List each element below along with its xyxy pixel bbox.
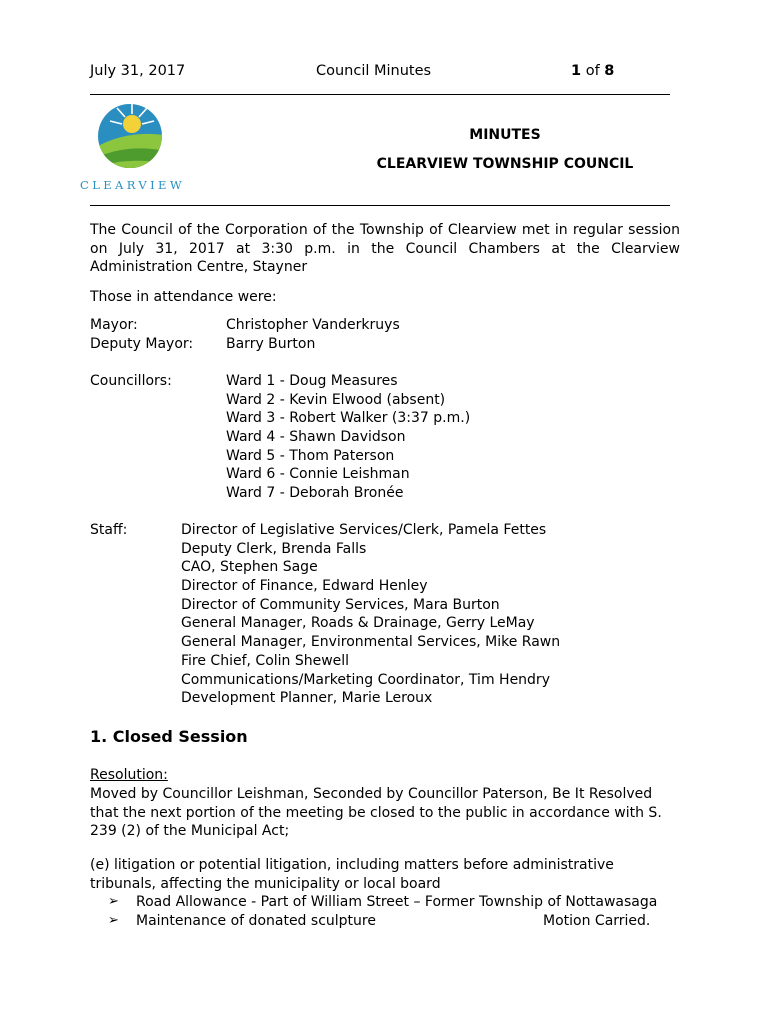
resolution-line: Moved by Councillor Leishman, Seconded by Councillor Paterson, Be It Resolved: [90, 786, 653, 802]
resolution-line: that the next portion of the meeting be closed to the public in accordance with S.: [90, 804, 662, 821]
councillor-item: Ward 1 - Doug Measures: [226, 373, 398, 389]
resolution-text: [90, 785, 662, 841]
councillors-label: Councillors:: [90, 373, 172, 389]
header-page-number: [571, 63, 614, 79]
page-total: 8: [604, 63, 615, 79]
mayor-label: Mayor:: [90, 317, 138, 333]
section-heading: 1. Closed Session: [90, 727, 248, 746]
clause-line: tribunals, affecting the municipality or local board: [90, 875, 441, 892]
councillor-item: Ward 4 - Shawn Davidson: [226, 429, 406, 446]
resolution-label: Resolution:: [90, 767, 168, 783]
intro-paragraph: The Council of the Corporation of the Township of Clearview met in regular session on July 31, 2017 at 3:30 p.m. in the Council Chambers at the Clearview Administration Centre, Stayner: [90, 222, 680, 276]
title-rule: [90, 205, 670, 206]
bullet-item: Road Allowance - Part of William Street – Former Township of Nottawasaga: [136, 894, 658, 910]
logo-wordmark: CLEARVIEW: [80, 178, 186, 192]
header-rule: [90, 94, 670, 95]
attendance-label: Those in attendance were:: [90, 289, 277, 305]
staff-list: [181, 521, 560, 708]
staff-item: Development Planner, Marie Leroux: [181, 690, 433, 707]
staff-label: Staff:: [90, 522, 128, 538]
staff-item: Director of Finance, Edward Henley: [181, 578, 428, 595]
staff-item: General Manager, Roads & Drainage, Gerry LeMay: [181, 615, 535, 632]
page-of: of: [585, 63, 600, 79]
councillor-item: Ward 5 - Thom Paterson: [226, 447, 395, 464]
council-heading: CLEARVIEW TOWNSHIP COUNCIL: [376, 156, 634, 172]
clause-line: (e) litigation or potential litigation, including matters before administrative: [90, 857, 614, 873]
staff-item: General Manager, Environmental Services, Mike Rawn: [181, 634, 561, 651]
staff-item: CAO, Stephen Sage: [181, 559, 318, 576]
motion-status: Motion Carried.: [543, 913, 651, 929]
councillor-item: Ward 6 - Connie Leishman: [226, 466, 410, 483]
header-date: July 31, 2017: [90, 63, 186, 79]
councillor-item: Ward 7 - Deborah Bronée: [226, 485, 404, 502]
staff-item: Director of Community Services, Mara Burton: [181, 596, 500, 613]
councillor-item: Ward 2 - Kevin Elwood (absent): [226, 391, 446, 408]
minutes-heading: MINUTES: [469, 127, 541, 143]
councillors-list: [226, 372, 470, 503]
staff-item: Communications/Marketing Coordinator, Tim Hendry: [181, 671, 550, 688]
deputy-mayor-name: Barry Burton: [226, 336, 316, 352]
staff-item: Director of Legislative Services/Clerk, Pamela Fettes: [181, 522, 547, 538]
arrow-bullet-icon: ➢: [108, 894, 119, 909]
arrow-bullet-icon: ➢: [108, 913, 119, 928]
page-current: 1: [571, 63, 582, 79]
bullet-item: Maintenance of donated sculpture: [136, 913, 376, 929]
resolution-line: 239 (2) of the Municipal Act;: [90, 823, 290, 840]
staff-item: Fire Chief, Colin Shewell: [181, 652, 350, 669]
staff-item: Deputy Clerk, Brenda Falls: [181, 540, 367, 557]
clause-text: [90, 856, 614, 893]
councillor-item: Ward 3 - Robert Walker (3:37 p.m.): [226, 410, 471, 427]
mayor-name: Christopher Vanderkruys: [226, 317, 400, 333]
header-title: Council Minutes: [316, 63, 432, 79]
deputy-mayor-label: Deputy Mayor:: [90, 336, 194, 352]
